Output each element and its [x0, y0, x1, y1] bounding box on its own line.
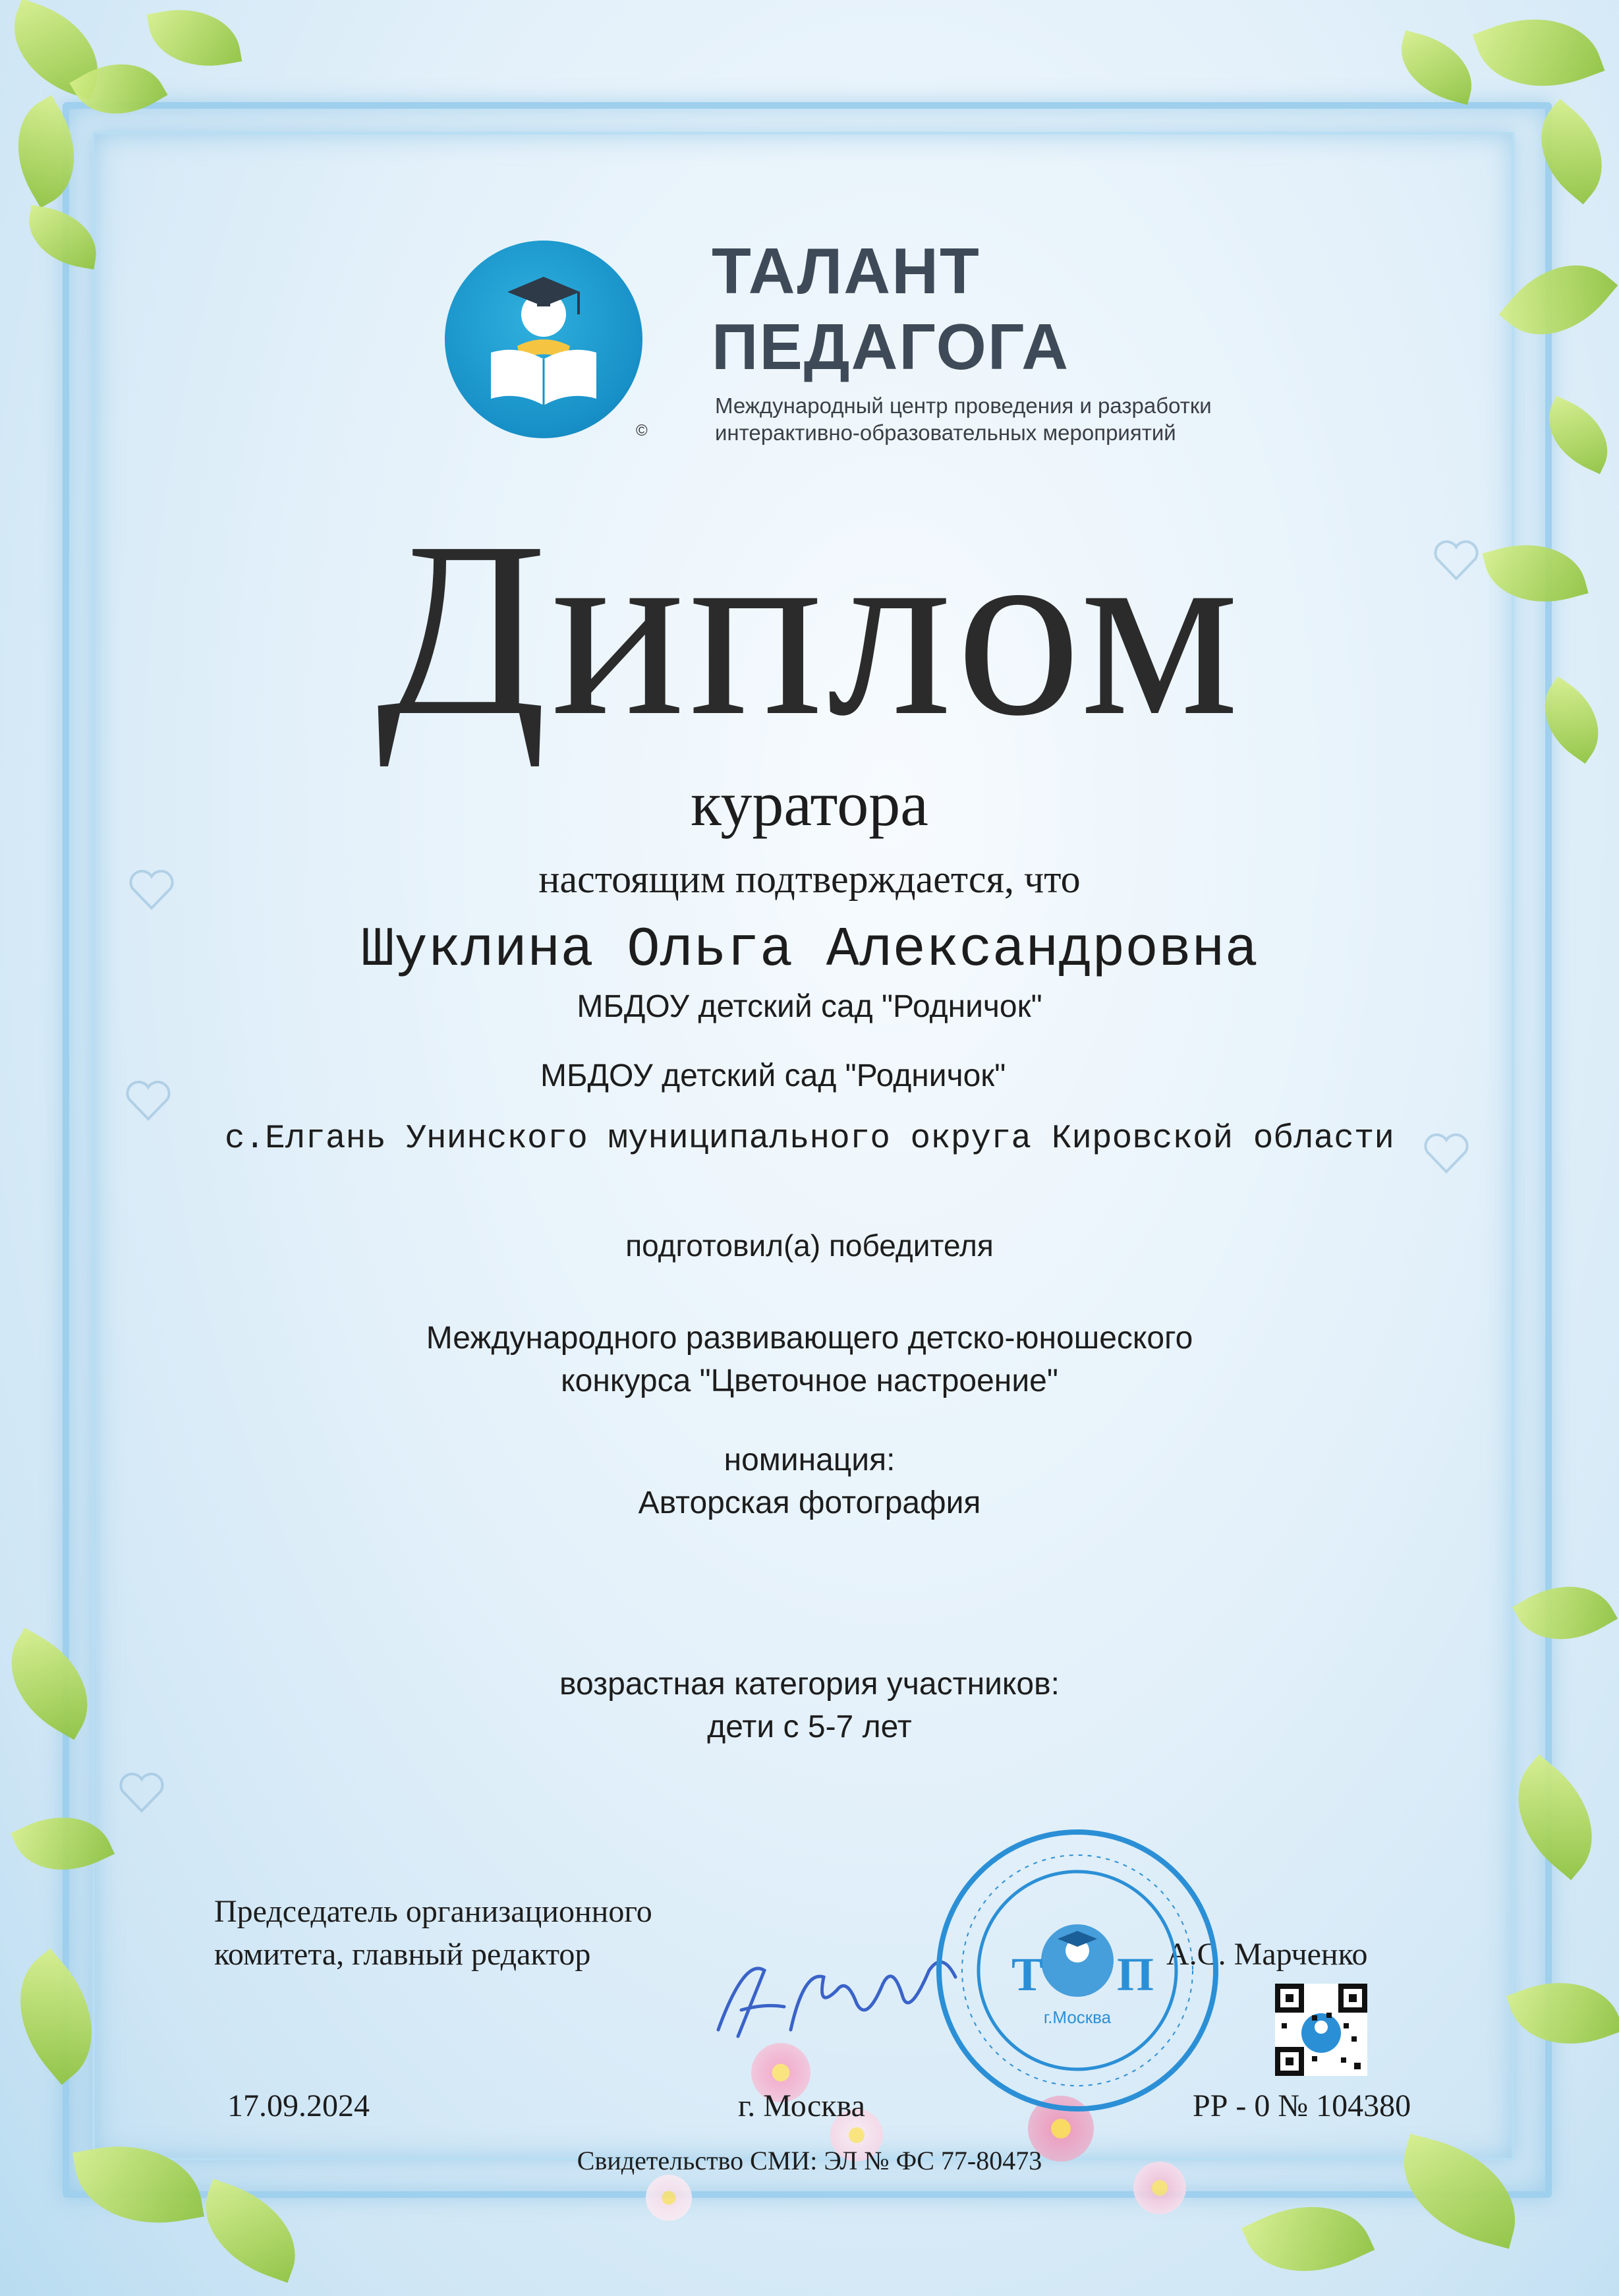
diploma-title: Диплом: [376, 490, 1243, 768]
organization-line2: МБДОУ детский сад "Родничок": [540, 1058, 1006, 1093]
age-category-value: дети с 5-7 лет: [707, 1709, 912, 1744]
issue-date: 17.09.2024: [227, 2088, 370, 2123]
stamp-letter-t: Т: [1011, 1948, 1044, 2001]
heart-icon: [119, 1773, 165, 1814]
organization-stamp: [932, 1825, 1222, 2115]
organization-line1: МБДОУ детский сад "Родничок": [577, 989, 1042, 1024]
nomination-value: Авторская фотография: [638, 1485, 981, 1520]
locality: с.Елгань Унинского муниципального округа Кировской области: [224, 1120, 1395, 1158]
confirm-text: настоящим подтверждается, что: [538, 857, 1081, 901]
logo-title-line1: ТАЛАНТ: [712, 235, 980, 307]
recipient-name: Шуклина Ольга Александровна: [360, 919, 1259, 982]
contest-name-line1: Международного развивающего детско-юношеского: [426, 1321, 1193, 1356]
logo-emblem: [445, 241, 642, 438]
logo-subtitle-line2: интерактивно-образовательных мероприятий: [715, 420, 1176, 445]
graduate-book-icon: [445, 241, 642, 438]
registration-number: РР - 0 № 104380: [1193, 2088, 1411, 2123]
logo-subtitle-line1: Международный центр проведения и разработки: [715, 393, 1212, 418]
stamp-city: г.Москва: [1043, 2007, 1112, 2027]
stamp-letter-p: П: [1117, 1948, 1154, 2001]
copyright-mark: ©: [636, 422, 648, 440]
issue-city: г. Москва: [738, 2088, 865, 2123]
prepared-text: подготовил(а) победителя: [625, 1228, 994, 1263]
nomination-label: номинация:: [724, 1443, 895, 1478]
media-certificate: Свидетельство СМИ: ЭЛ № ФС 77-80473: [577, 2146, 1042, 2175]
heart-icon: [125, 1081, 171, 1122]
chairman-title-line1: Председатель организационного: [214, 1894, 652, 1929]
diploma-subtitle: куратора: [691, 768, 928, 839]
chairman-title-line2: комитета, главный редактор: [214, 1937, 591, 1972]
logo-title-line2: ПЕДАГОГА: [712, 310, 1070, 383]
qr-code: [1275, 1984, 1367, 2076]
contest-name-line2: конкурса "Цветочное настроение": [561, 1363, 1058, 1398]
signer-name: А.С. Марченко: [1166, 1937, 1368, 1972]
age-category-label: возрастная категория участников:: [559, 1667, 1060, 1702]
